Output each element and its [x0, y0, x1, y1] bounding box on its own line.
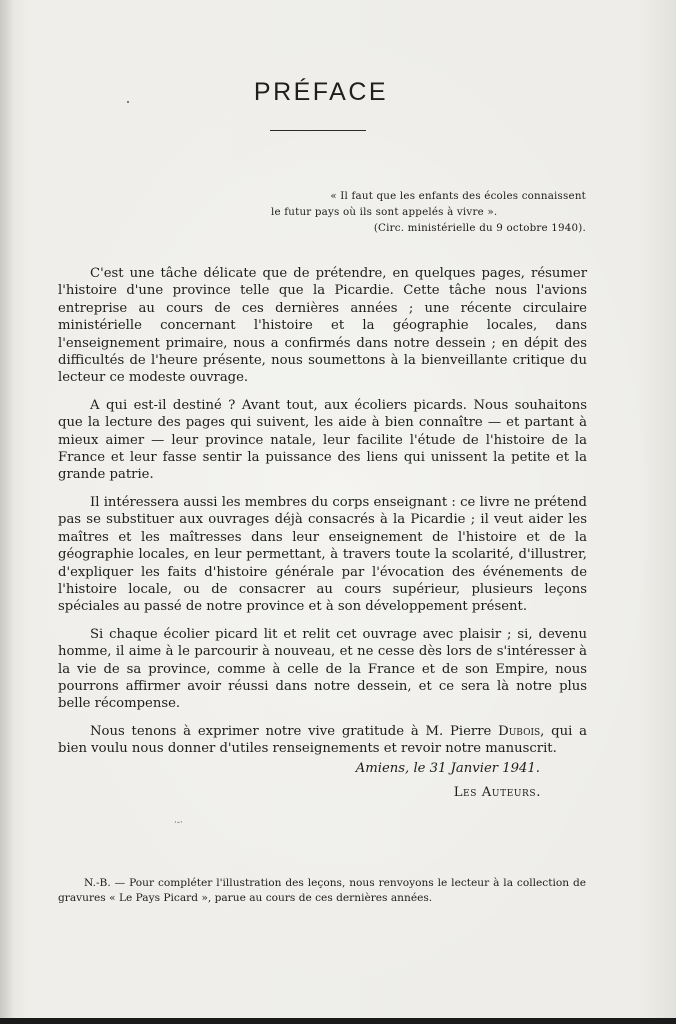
title-divider: [270, 130, 366, 131]
page-title: PRÉFACE: [253, 78, 389, 106]
preface-body: [58, 265, 587, 768]
epigraph-line-1: « Il faut que les enfants des écoles connaissent: [330, 190, 586, 202]
epigraph-line-2: le futur pays où ils sont appelés à vivre ».: [271, 206, 498, 218]
paragraph-5-text-start: Nous tenons à exprimer notre vive gratitude à M. Pierre: [90, 723, 499, 739]
signature-authors: Les Auteurs.: [453, 785, 541, 800]
paragraph-5: [58, 723, 587, 758]
page-bottom-edge: [0, 1018, 676, 1024]
footnote: N.-B. — Pour compléter l'illustration des leçons, nous renvoyons le lecteur à la collection de gravures « Le Pays Picard », parue au cours de ces dernières années.: [58, 877, 586, 904]
paragraph-3: Il intéressera aussi les membres du corps enseignant : ce livre ne prétend pas se substituer aux ouvrages déjà consacrés à la Picardie ; il veut aider les maîtres et les maîtresses dans leur enseignement de l'histoire et de la géographie locales, en leur permettant, à travers toute la scolarité, d'illustrer, d'expliquer les faits d'histoire générale par l'évocation des événements de l'histoire locale, ou de consacrer au cours supérieur, plusieurs leçons spéciales au passé de notre province et à son développement présent.: [58, 494, 587, 615]
paragraph-5-person-name: Dubois: [498, 723, 541, 739]
ink-mark: ·-·: [174, 818, 183, 828]
paragraph-4: Si chaque écolier picard lit et relit cet ouvrage avec plaisir ; si, devenu homme, il aime à le parcourir à nouveau, et ne cesse dès lors de s'intéresser à la vie de sa province, comme à celle de la France et de son Empire, nous pourrons affirmer avoir réussi dans notre dessein, et ce sera là notre plus belle récompense.: [58, 626, 587, 712]
paragraph-2: A qui est-il destiné ? Avant tout, aux écoliers picards. Nous souhaitons que la lecture des pages qui suivent, les aide à bien connaître — et partant à mieux aimer — leur province natale, leur facilite l'étude de l'histoire de la France et leur fasse sentir la puissance des liens qui unissent la petite et la grande patrie.: [58, 397, 587, 483]
paragraph-5-text-end: , qui a bien voulu nous donner d'utiles renseignements et revoir notre manuscrit.: [58, 723, 587, 757]
epigraph: [200, 188, 586, 236]
epigraph-reference: (Circ. ministérielle du 9 octobre 1940).: [373, 222, 586, 234]
signature-place-date: Amiens, le 31 Janvier 1941.: [355, 761, 540, 776]
paragraph-1: C'est une tâche délicate que de prétendre, en quelques pages, résumer l'histoire d'une province telle que la Picardie. Cette tâche nous l'avions entreprise au cours de ces dernières années ; une récente circulaire ministérielle concernant l'histoire et la géographie locales, dans l'enseignement primaire, nous a confirmés dans notre dessein ; en dépit des difficultés de l'heure présente, nous soumettons à la bienveillante critique du lecteur ce modeste ouvrage.: [58, 266, 587, 386]
spine-shadow: [0, 0, 14, 1024]
